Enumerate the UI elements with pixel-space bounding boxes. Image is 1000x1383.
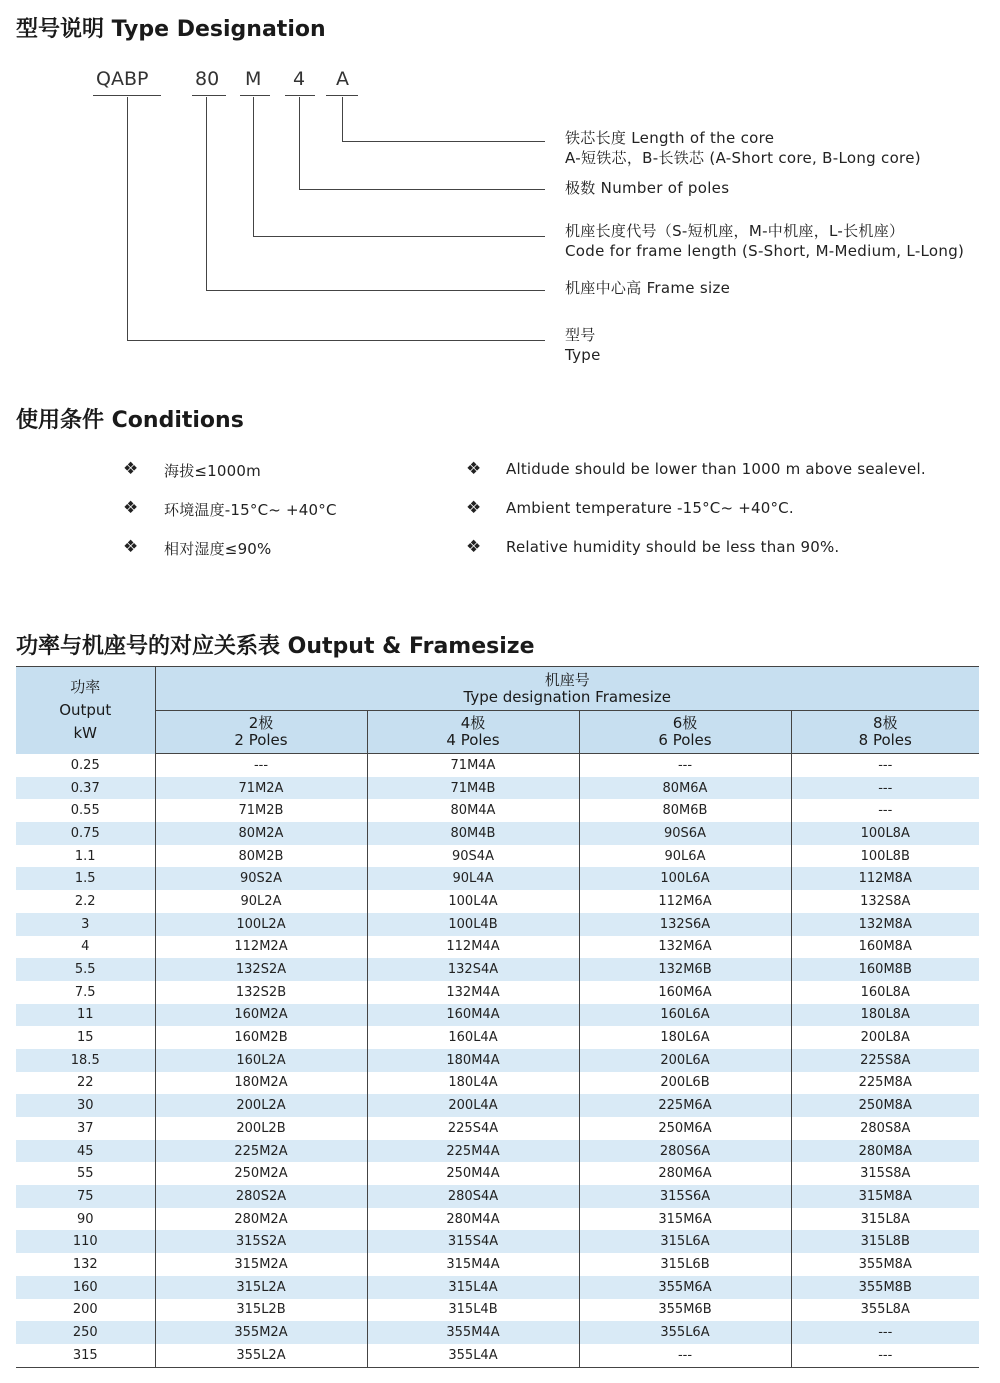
- framesize-cell: 315L4A: [367, 1276, 579, 1299]
- output-framesize-table: [16, 666, 979, 1368]
- framesize-cell: 160M2B: [155, 1026, 367, 1049]
- legend-frame-size: 机座中心高 Frame size: [565, 279, 731, 297]
- framesize-cell: 355M8A: [791, 1253, 979, 1276]
- framesize-cell: 280M6A: [579, 1162, 791, 1185]
- framesize-cell: 250M8A: [791, 1094, 979, 1117]
- framesize-cell: 225M8A: [791, 1072, 979, 1095]
- framesize-cell: 315L8B: [791, 1230, 979, 1253]
- output-kw-cell: 0.75: [16, 822, 155, 845]
- framesize-cell: 100L2A: [155, 913, 367, 936]
- framesize-cell: 112M4A: [367, 936, 579, 959]
- table-row: [16, 1140, 979, 1163]
- framesize-cell: 132S2A: [155, 958, 367, 981]
- output-kw-cell: 18.5: [16, 1049, 155, 1072]
- table-row: [16, 913, 979, 936]
- table-row: [16, 867, 979, 890]
- table-row: [16, 1185, 979, 1208]
- framesize-cell: 132M8A: [791, 913, 979, 936]
- framesize-cell: 225M6A: [579, 1094, 791, 1117]
- output-kw-cell: 1.5: [16, 867, 155, 890]
- framesize-cell: 100L4B: [367, 913, 579, 936]
- code-part-frame-length: M: [245, 68, 262, 90]
- table-row: [16, 1004, 979, 1027]
- output-kw-cell: 90: [76, 1211, 94, 1227]
- output-kw-cell: 110: [16, 1230, 155, 1253]
- framesize-cell: 315M4A: [367, 1253, 579, 1276]
- framesize-cell: 250M4A: [367, 1162, 579, 1185]
- framesize-cell: 280M4A: [367, 1208, 579, 1231]
- output-kw-cell: 132: [72, 1256, 98, 1272]
- table-row: [16, 981, 979, 1004]
- code-part-frame-size: 80: [195, 68, 220, 90]
- framesize-cell: 355M4A: [367, 1321, 579, 1344]
- framesize-cell: 160M6A: [579, 981, 791, 1004]
- table-row: [16, 1072, 979, 1095]
- framesize-cell: 160L6A: [579, 1004, 791, 1027]
- output-kw-cell: 0.37: [16, 777, 155, 800]
- section-title-type-designation: 型号说明 Type Designation: [16, 17, 326, 42]
- framesize-cell: 132S8A: [791, 890, 979, 913]
- output-kw-cell: 0.25: [70, 757, 100, 773]
- framesize-cell: 250M6A: [579, 1117, 791, 1140]
- framesize-cell: 90L6A: [579, 845, 791, 868]
- condition-en-altitude: Altidude should be lower than 1000 m above sealevel.: [506, 460, 926, 478]
- section-title-output-framesize: 功率与机座号的对应关系表 Output & Framesize: [16, 634, 535, 659]
- framesize-cell: 180L8A: [791, 1004, 979, 1027]
- output-kw-cell: 55: [76, 1166, 94, 1182]
- framesize-cell: 315L4B: [367, 1299, 579, 1322]
- framesize-cell: 315S6A: [579, 1185, 791, 1208]
- framesize-cell: 112M6A: [579, 890, 791, 913]
- table-row: [16, 822, 979, 845]
- framesize-cell: 280M2A: [155, 1208, 367, 1231]
- framesize-cell: 132M6B: [579, 958, 791, 981]
- diamond-bullet-icon: ❖: [123, 498, 139, 518]
- connector-line: [253, 236, 545, 237]
- table-row: [16, 1230, 979, 1253]
- table-row: [16, 1117, 979, 1140]
- framesize-cell: 315L6A: [579, 1230, 791, 1253]
- code-part-core-length: A: [336, 68, 349, 90]
- framesize-cell: 80M4B: [367, 822, 579, 845]
- framesize-cell: 132S2B: [155, 981, 367, 1004]
- output-kw-cell: 315: [16, 1344, 155, 1367]
- framesize-cell: ---: [579, 754, 791, 777]
- framesize-cell: 315M6A: [579, 1208, 791, 1231]
- framesize-cell: 132S4A: [367, 958, 579, 981]
- table-row: [16, 1026, 979, 1049]
- framesize-cell: 355L6A: [579, 1321, 791, 1344]
- code-underline: [93, 95, 161, 96]
- output-kw-cell: 37: [76, 1120, 94, 1136]
- framesize-cell: 80M2B: [155, 845, 367, 868]
- framesize-cell: 315L2B: [155, 1299, 367, 1322]
- output-kw-cell: 11: [16, 1004, 155, 1027]
- framesize-cell: 225S4A: [367, 1117, 579, 1140]
- framesize-cell: 355L2A: [155, 1344, 367, 1367]
- condition-cn-temperature: 环境温度-15°C~ +40°C: [164, 501, 337, 519]
- framesize-cell: 160M8B: [791, 958, 979, 981]
- framesize-cell: 280S6A: [579, 1140, 791, 1163]
- output-kw-cell: 250: [16, 1321, 155, 1344]
- output-kw-cell: 45: [16, 1140, 155, 1163]
- code-underline: [240, 95, 270, 96]
- framesize-cell: 132M4A: [367, 981, 579, 1004]
- diamond-bullet-icon: ❖: [466, 498, 482, 518]
- framesize-cell: 200L6B: [579, 1072, 791, 1095]
- framesize-cell: 315M8A: [791, 1185, 979, 1208]
- diamond-bullet-icon: ❖: [123, 537, 139, 557]
- framesize-cell: 180L4A: [367, 1072, 579, 1095]
- header-2-poles: 2极 2 Poles: [155, 711, 367, 754]
- framesize-cell: ---: [791, 1344, 979, 1367]
- framesize-cell: 100L8A: [791, 822, 979, 845]
- output-kw-cell: 3: [16, 913, 155, 936]
- framesize-cell: 225M2A: [155, 1140, 367, 1163]
- framesize-cell: ---: [579, 1344, 791, 1367]
- table-row: [16, 1162, 979, 1185]
- output-kw-cell: 7.5: [74, 984, 96, 1000]
- table-row: [16, 799, 979, 822]
- framesize-cell: 315S8A: [791, 1162, 979, 1185]
- legend-frame-length: 机座长度代号（S-短机座，M-中机座，L-长机座） Code for frame length (S-Short, M-Medium, L-Long): [565, 222, 965, 260]
- framesize-cell: 90S2A: [155, 867, 367, 890]
- table-row: [16, 1208, 979, 1231]
- framesize-cell: 200L4A: [367, 1094, 579, 1117]
- framesize-cell: 355M8B: [791, 1276, 979, 1299]
- table-row: [16, 1321, 979, 1344]
- framesize-cell: 315L2A: [155, 1276, 367, 1299]
- output-kw-cell: 200: [72, 1302, 98, 1318]
- framesize-cell: 315M2A: [155, 1253, 367, 1276]
- connector-line: [253, 97, 254, 237]
- table-row: [16, 1344, 979, 1367]
- framesize-cell: 132M6A: [579, 936, 791, 959]
- framesize-cell: 355M6A: [579, 1276, 791, 1299]
- framesize-cell: 160L8A: [791, 981, 979, 1004]
- diamond-bullet-icon: ❖: [466, 459, 482, 479]
- framesize-cell: 355M2A: [155, 1321, 367, 1344]
- condition-en-humidity: Relative humidity should be less than 90%.: [506, 538, 840, 556]
- code-part-poles: 4: [293, 68, 306, 90]
- framesize-cell: 71M4A: [367, 754, 579, 777]
- framesize-cell: 315L6B: [579, 1253, 791, 1276]
- header-8-poles: 8极 8 Poles: [791, 711, 979, 754]
- output-kw-cell: 5.5: [16, 958, 155, 981]
- framesize-cell: ---: [155, 754, 367, 777]
- framesize-cell: 315S4A: [367, 1230, 579, 1253]
- header-4-poles: 4极 4 Poles: [367, 711, 579, 754]
- table-row: [16, 1299, 979, 1322]
- framesize-cell: ---: [791, 799, 979, 822]
- table-row: [16, 936, 979, 959]
- framesize-cell: 160L4A: [367, 1026, 579, 1049]
- code-part-type: QABP: [96, 68, 149, 90]
- framesize-cell: 80M2A: [155, 822, 367, 845]
- framesize-cell: 355L8A: [791, 1299, 979, 1322]
- connector-line: [299, 97, 300, 190]
- framesize-cell: 112M8A: [791, 867, 979, 890]
- framesize-cell: 71M4B: [367, 777, 579, 800]
- table-row: [16, 845, 979, 868]
- table-row: [16, 1253, 979, 1276]
- connector-line: [206, 97, 207, 291]
- framesize-cell: 160M4A: [367, 1004, 579, 1027]
- framesize-cell: 71M2A: [155, 777, 367, 800]
- framesize-cell: 80M4A: [367, 799, 579, 822]
- diamond-bullet-icon: ❖: [466, 537, 482, 557]
- framesize-cell: 355M6B: [579, 1299, 791, 1322]
- framesize-cell: 160M8A: [791, 936, 979, 959]
- framesize-cell: 280S2A: [155, 1185, 367, 1208]
- framesize-cell: ---: [791, 777, 979, 800]
- framesize-cell: 100L6A: [579, 867, 791, 890]
- output-kw-cell: 30: [16, 1094, 155, 1117]
- framesize-cell: 90L2A: [155, 890, 367, 913]
- table-row: [16, 754, 979, 777]
- framesize-cell: 90S6A: [579, 822, 791, 845]
- framesize-cell: ---: [791, 1321, 979, 1344]
- framesize-cell: 80M6B: [579, 799, 791, 822]
- connector-line: [127, 97, 128, 341]
- table-row: [16, 1276, 979, 1299]
- framesize-cell: 280S4A: [367, 1185, 579, 1208]
- table-row: [16, 1094, 979, 1117]
- framesize-cell: 160L2A: [155, 1049, 367, 1072]
- output-kw-cell: 160: [16, 1276, 155, 1299]
- framesize-cell: 200L2A: [155, 1094, 367, 1117]
- framesize-cell: 160M2A: [155, 1004, 367, 1027]
- framesize-cell: 315S2A: [155, 1230, 367, 1253]
- legend-core-length: 铁芯长度 Length of the core A-短铁芯，B-长铁芯 (A-Short core, B-Long core): [565, 129, 921, 167]
- connector-line: [342, 97, 343, 142]
- framesize-cell: 90L4A: [367, 867, 579, 890]
- output-kw-cell: 4: [81, 939, 90, 955]
- code-underline: [192, 95, 226, 96]
- legend-type: 型号 Type: [565, 326, 601, 364]
- condition-cn-humidity: 相对湿度≤90%: [164, 540, 272, 558]
- legend-poles: 极数 Number of poles: [565, 179, 730, 197]
- condition-en-temperature: Ambient temperature -15°C~ +40°C.: [506, 499, 794, 517]
- framesize-cell: 225M4A: [367, 1140, 579, 1163]
- framesize-cell: 132S6A: [579, 913, 791, 936]
- code-underline: [285, 95, 315, 96]
- table-body: [16, 754, 979, 1368]
- table-row: [16, 777, 979, 800]
- framesize-cell: 355L4A: [367, 1344, 579, 1367]
- framesize-cell: 200L2B: [155, 1117, 367, 1140]
- framesize-cell: 180M2A: [155, 1072, 367, 1095]
- framesize-cell: 250M2A: [155, 1162, 367, 1185]
- framesize-cell: ---: [791, 754, 979, 777]
- table-row: [16, 958, 979, 981]
- output-kw-cell: 2.2: [74, 893, 96, 909]
- framesize-cell: 200L8A: [791, 1026, 979, 1049]
- code-underline: [326, 95, 358, 96]
- header-6-poles: 6极 6 Poles: [579, 711, 791, 754]
- framesize-cell: 80M6A: [579, 777, 791, 800]
- framesize-cell: 315L8A: [791, 1208, 979, 1231]
- output-kw-cell: 0.55: [70, 803, 100, 819]
- output-kw-cell: 75: [16, 1185, 155, 1208]
- connector-line: [299, 189, 545, 190]
- framesize-cell: 180M4A: [367, 1049, 579, 1072]
- framesize-cell: 90S4A: [367, 845, 579, 868]
- framesize-cell: 200L6A: [579, 1049, 791, 1072]
- section-title-conditions: 使用条件 Conditions: [16, 408, 244, 433]
- table-row: [16, 1049, 979, 1072]
- framesize-cell: 225S8A: [791, 1049, 979, 1072]
- diamond-bullet-icon: ❖: [123, 459, 139, 479]
- framesize-cell: 112M2A: [155, 936, 367, 959]
- framesize-cell: 71M2B: [155, 799, 367, 822]
- header-framesize-group: 机座号 Type designation Framesize: [155, 667, 979, 711]
- output-kw-cell: 15: [76, 1030, 94, 1046]
- framesize-cell: 180L6A: [579, 1026, 791, 1049]
- table-row: [16, 890, 979, 913]
- condition-cn-altitude: 海拔≤1000m: [164, 462, 261, 480]
- output-kw-cell: 1.1: [74, 848, 96, 864]
- framesize-cell: 280S8A: [791, 1117, 979, 1140]
- framesize-cell: 280M8A: [791, 1140, 979, 1163]
- framesize-cell: 100L8B: [791, 845, 979, 868]
- framesize-cell: 100L4A: [367, 890, 579, 913]
- header-output: 功率 Output kW: [16, 667, 155, 754]
- connector-line: [206, 290, 545, 291]
- connector-line: [342, 141, 545, 142]
- output-kw-cell: 22: [76, 1075, 94, 1091]
- connector-line: [127, 340, 545, 341]
